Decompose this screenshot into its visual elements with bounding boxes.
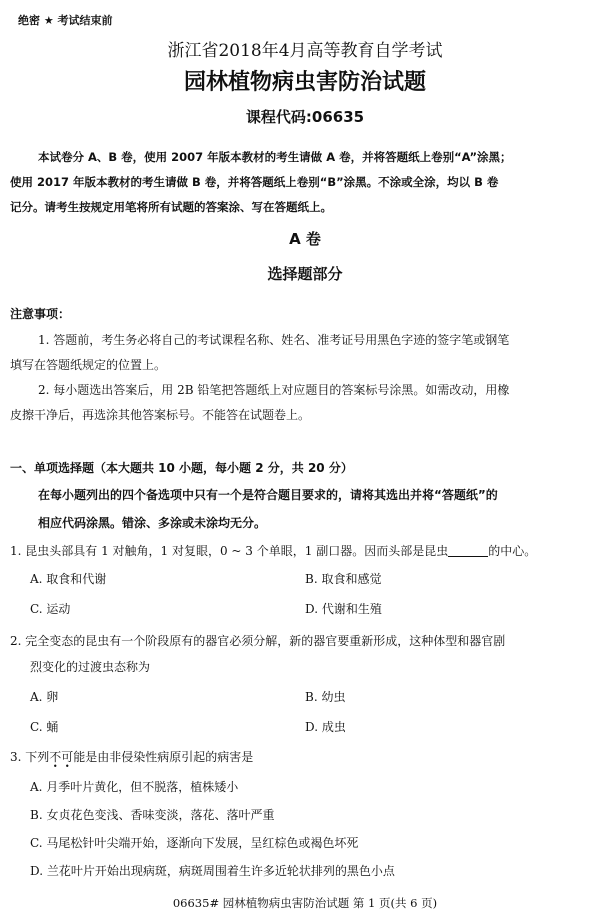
q1-option-d: D. 代谢和生殖 bbox=[305, 602, 382, 616]
q3-option-c: C. 马尾松针叶尖端开始，逐渐向下发展，呈红棕色或褐色坏死 bbox=[30, 836, 359, 850]
q3-stem-post: 能是由非侵染性病原引起的病害是 bbox=[73, 750, 254, 764]
note-1-line-1: 1. 答题前，考生务必将自己的考试课程名称、姓名、准考证号用黑色字迹的签字笔或钢笔 bbox=[38, 333, 510, 347]
q2-option-c: C. 蛹 bbox=[30, 720, 59, 734]
section-choice-heading: 选择题部分 bbox=[267, 265, 343, 283]
page-footer: 06635# 园林植物病虫害防治试题 第 1 页(共 6 页) bbox=[172, 896, 438, 910]
q1-option-c: C. 运动 bbox=[30, 602, 71, 616]
note-2-line-2: 皮擦干净后，再选涂其他答案标号。不能答在试题卷上。 bbox=[10, 408, 311, 422]
q1-stem-text: 1. 昆虫头部具有 1 对触角，1 对复眼，0 ~ 3 个单眼，1 副口器。因而头部是昆虫 bbox=[10, 544, 449, 558]
q1-stem bbox=[10, 542, 536, 559]
part1-heading: 一、单项选择题（本大题共 10 小题，每小题 2 分，共 20 分） bbox=[10, 461, 353, 475]
q3-option-b: B. 女贞花色变浅、香味变淡，落花、落叶严重 bbox=[30, 808, 275, 822]
q1-option-b: B. 取食和感觉 bbox=[305, 572, 382, 586]
intro-line-1: 本试卷分 A、B 卷，使用 2007 年版本教材的考生请做 A 卷，并将答题纸上卷别“A”涂黑； bbox=[38, 150, 512, 164]
q3-option-a: A. 月季叶片黄化，但不脱落，植株矮小 bbox=[30, 780, 239, 794]
q1-stem-tail: 的中心。 bbox=[488, 544, 537, 558]
exam-title: 浙江省2018年4月高等教育自学考试 bbox=[167, 41, 443, 61]
q3-emphasis-1: 不 bbox=[49, 750, 62, 764]
note-1-line-2: 填写在答题纸规定的位置上。 bbox=[10, 358, 167, 372]
q1-option-a: A. 取食和代谢 bbox=[30, 572, 107, 586]
q2-option-d: D. 成虫 bbox=[305, 720, 346, 734]
secret-mark: 绝密 ★ 考试结束前 bbox=[18, 14, 113, 27]
part1-instruction-line-2: 相应代码涂黑。错涂、多涂或未涂均无分。 bbox=[38, 516, 267, 530]
q1-answer-blank bbox=[448, 544, 488, 557]
q2-option-a: A. 卵 bbox=[30, 690, 59, 704]
section-a-heading: A 卷 bbox=[289, 230, 321, 248]
intro-line-2: 使用 2017 年版本教材的考生请做 B 卷，并将答题纸上卷别“B”涂黑。不涂或全涂，均以 B 卷 bbox=[10, 175, 499, 189]
intro-line-3: 记分。请考生按规定用笔将所有试题的答案涂、写在答题纸上。 bbox=[10, 200, 332, 214]
q2-stem-line-2: 烈变化的过渡虫态称为 bbox=[30, 660, 151, 674]
q3-stem-pre: 3. 下列 bbox=[10, 750, 50, 764]
q2-stem-line-1: 2. 完全变态的昆虫有一个阶段原有的器官必须分解，新的器官要重新形成，这种体型和器官剧 bbox=[10, 634, 506, 648]
q3-stem bbox=[10, 748, 253, 765]
q3-emphasis-2: 可 bbox=[61, 750, 74, 764]
q2-option-b: B. 幼虫 bbox=[305, 690, 346, 704]
paper-title: 园林植物病虫害防治试题 bbox=[183, 70, 426, 95]
part1-instruction-line-1: 在每小题列出的四个备选项中只有一个是符合题目要求的，请将其选出并将“答题纸”的 bbox=[38, 488, 498, 502]
q3-option-d: D. 兰花叶片开始出现病斑，病斑周围着生许多近轮状排列的黑色小点 bbox=[30, 864, 395, 878]
course-code: 课程代码:06635 bbox=[245, 108, 365, 126]
notes-title: 注意事项： bbox=[10, 307, 71, 321]
note-2-line-1: 2. 每小题选出答案后，用 2B 铅笔把答题纸上对应题目的答案标号涂黑。如需改动，用橡 bbox=[38, 383, 510, 397]
